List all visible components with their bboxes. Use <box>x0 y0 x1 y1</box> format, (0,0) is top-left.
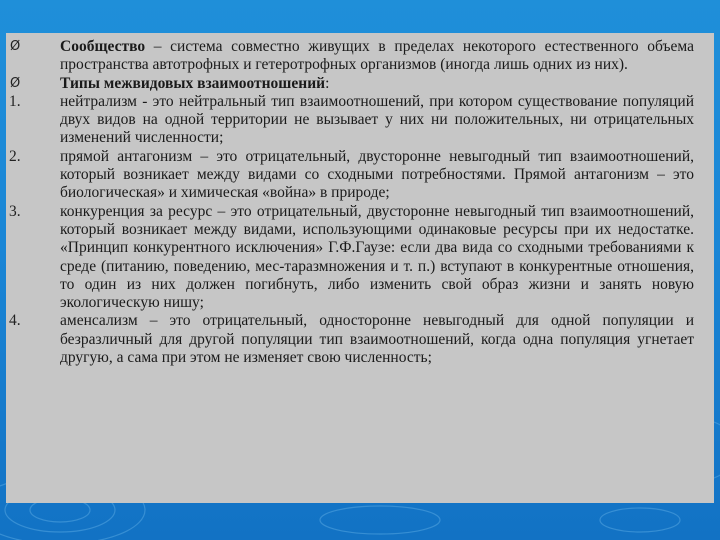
content-list <box>6 38 714 367</box>
item-body: прямой антагонизм – это отрицательный, двусторонне невыгодный тип взаимоотношений, который возникает между видами со сходными потребностями. Прямой антагонизм – это биологическая» и химическая «война» в природе; <box>60 147 694 202</box>
item-text <box>60 75 694 93</box>
list-item-amensalism <box>6 312 714 367</box>
list-item-competition <box>6 203 714 313</box>
content-panel <box>6 33 714 503</box>
item-body: нейтрализм - это нейтральный тип взаимоотношений, при котором существование популяций двух видов на одной территории не вызывает у них ни положительных, ни отрицательных изменений численности; <box>60 92 694 147</box>
item-term: Типы межвидовых взаимоотношений <box>60 74 326 92</box>
item-body: – система совместно живущих в пределах некоторого естественного объема пространства автотрофных и гетеротрофных организмов (иногда лишь одних из них). <box>60 38 694 74</box>
list-item-antagonism <box>6 148 714 203</box>
item-number: 3. <box>9 202 21 220</box>
list-item-interaction-types <box>6 75 714 93</box>
item-body: конкуренция за ресурс – это отрицательный, двусторонне невыгодный тип взаимоотношений, который возникает между видами, использующими одинаковые ресурсы при их недостатке. «Принцип конкурентного исключения» Г.Ф.Гаузе: если два вида со сходными требованиями к среде (питанию, поведению, мес-таразмножения и т. п.) вступают в конкурентные отношения, то один из них должен погибнуть, либо изменить свой образ жизни и занять новую экологическую нишу; <box>60 202 694 312</box>
item-term: Сообщество <box>60 38 146 55</box>
arrow-bullet-icon: Ø <box>10 39 21 54</box>
item-body: : <box>325 74 330 92</box>
item-body: аменсализм – это отрицательный, односторонне невыгодный для одной популяции и безразличный для другой популяции тип взаимоотношений, когда одна популяция угнетает другую, а сама при этом не изменяет свою численность; <box>60 312 694 367</box>
list-item-community <box>6 38 714 75</box>
arrow-bullet-icon: Ø <box>10 75 21 91</box>
item-number: 1. <box>9 92 21 110</box>
item-text <box>60 38 694 75</box>
item-number: 4. <box>9 312 21 330</box>
item-number: 2. <box>9 147 21 165</box>
list-item-neutralism <box>6 93 714 148</box>
